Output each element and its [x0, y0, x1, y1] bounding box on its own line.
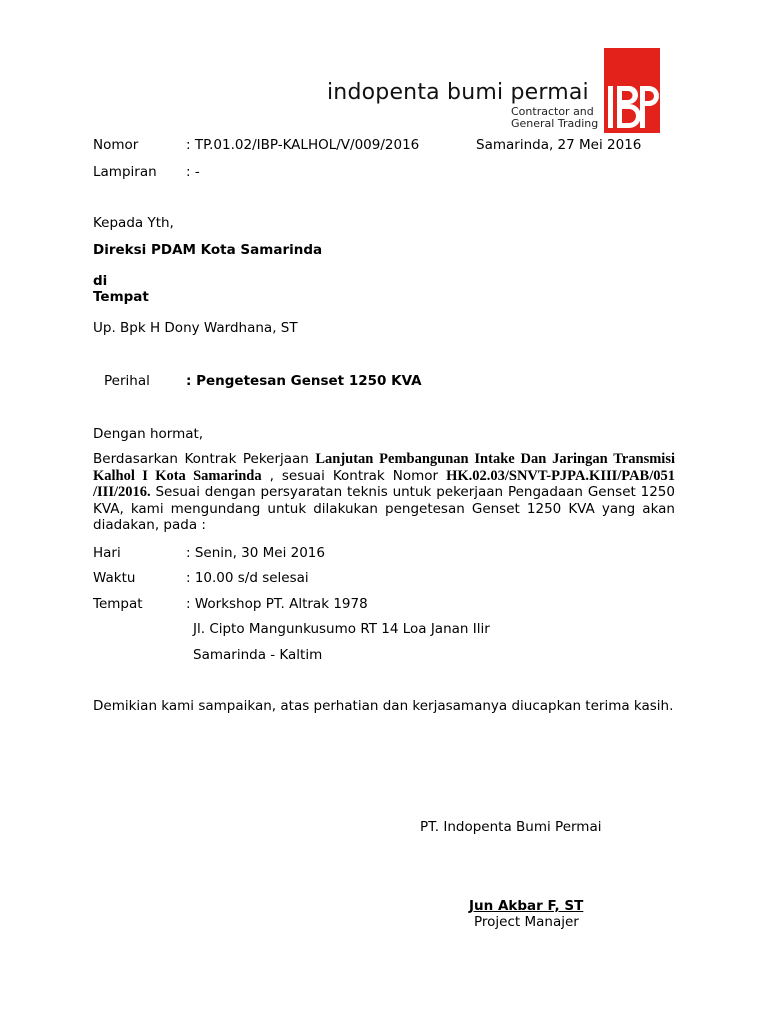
- nomor-label: Nomor: [93, 137, 139, 153]
- hari-value: : Senin, 30 Mei 2016: [186, 545, 325, 561]
- waktu-value: : 10.00 s/d selesai: [186, 570, 309, 586]
- letter-date: Samarinda, 27 Mei 2016: [476, 137, 642, 153]
- hari-label: Hari: [93, 545, 121, 561]
- address-line-1: Jl. Cipto Mangunkusumo RT 14 Loa Janan Ilir: [193, 621, 490, 637]
- recipient-tempat: Tempat: [93, 289, 149, 305]
- waktu-label: Waktu: [93, 570, 136, 586]
- tempat-value: : Workshop PT. Altrak 1978: [186, 596, 368, 612]
- company-name: indopenta bumi permai: [327, 80, 589, 105]
- recipient-di: di: [93, 273, 108, 289]
- contract-number: HK.02.03/SNVT-PJPA.KIII/PAB/051 /III/2016.: [93, 467, 675, 501]
- signatory-name: Jun Akbar F, ST: [469, 898, 584, 914]
- subject-value: : Pengetesan Genset 1250 KVA: [186, 373, 422, 389]
- body-paragraph: [93, 451, 675, 534]
- project-name: Lanjutan Pembangunan Intake Dan Jaringan Transmisi Kalhol I Kota Samarinda: [93, 451, 675, 484]
- address-line-2: Samarinda - Kaltim: [193, 647, 323, 663]
- body-text-intro: Berdasarkan Kontrak Pekerjaan: [93, 451, 316, 467]
- body-text-invitation: Sesuai dengan persyaratan teknis untuk pekerjaan Pengadaan Genset 1250 KVA, kami mengundang untuk dilakukan pengetesan Genset 1250 KVA yang akan diadakan, pada :: [93, 484, 675, 534]
- ibp-logo-icon: [604, 48, 660, 133]
- body-text-contract: , sesuai Kontrak Nomor: [261, 467, 447, 484]
- subject-label: Perihal: [104, 373, 150, 389]
- salutation: Dengan hormat,: [93, 426, 204, 442]
- lampiran-label: Lampiran: [93, 164, 157, 180]
- company-tagline: [511, 106, 598, 130]
- lampiran-value: : -: [186, 164, 200, 180]
- closing-paragraph: Demikian kami sampaikan, atas perhatian dan kerjasamanya diucapkan terima kasih.: [93, 698, 674, 714]
- tagline-line-1: Contractor and: [511, 105, 594, 118]
- recipient-greeting: Kepada Yth,: [93, 215, 174, 231]
- recipient-name: Direksi PDAM Kota Samarinda: [93, 242, 323, 258]
- tempat-label: Tempat: [93, 596, 143, 612]
- signatory-title: Project Manajer: [474, 914, 579, 930]
- tagline-line-2: General Trading: [511, 117, 599, 130]
- nomor-value: : TP.01.02/IBP-KALHOL/V/009/2016: [186, 137, 420, 153]
- signature-company: PT. Indopenta Bumi Permai: [420, 819, 602, 835]
- recipient-attention: Up. Bpk H Dony Wardhana, ST: [93, 320, 298, 336]
